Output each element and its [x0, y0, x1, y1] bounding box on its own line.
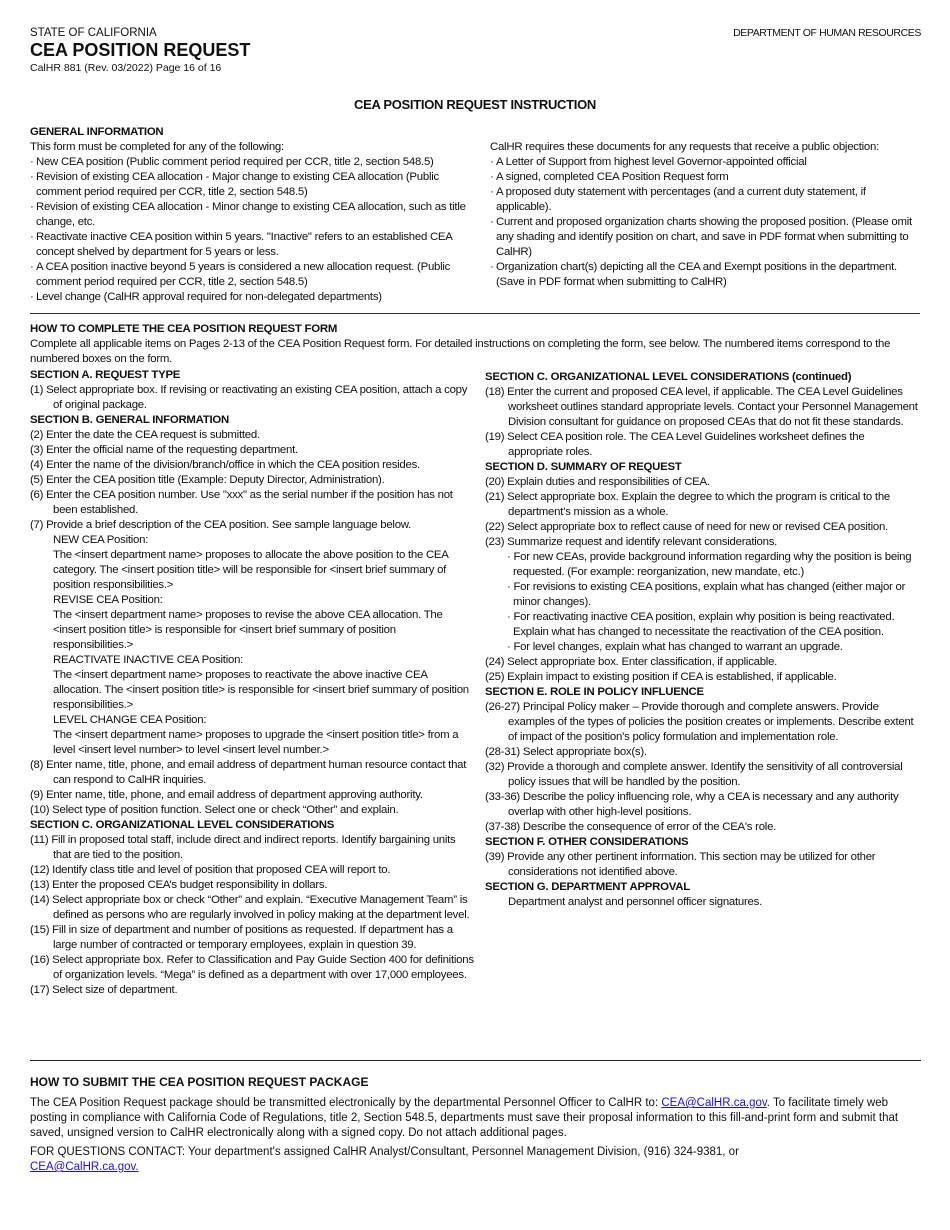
instruction-item: (5) Enter the CEA position title (Example: Deputy Director, Administration).	[30, 474, 385, 486]
sample-text: The <insert department name> proposes to reactivate the above inactive CEA allocation. The <insert position title> is responsible for <insert brief summary of position responsibilities.>	[53, 669, 469, 711]
contact-text: FOR QUESTIONS CONTACT: Your department's assigned CalHR Analyst/Consultant, Personnel Management Division, (916) 324-9381, or	[30, 1146, 739, 1158]
sub-bullet: · For new CEAs, provide background information regarding why the position is being requested. (For example: reorganization, new mandate, etc.)	[507, 551, 912, 578]
general-heading: GENERAL INFORMATION	[30, 126, 164, 138]
submit-paragraph	[30, 1096, 920, 1141]
instruction-item: (17) Select size of department.	[30, 984, 178, 996]
contact-paragraph	[30, 1145, 920, 1175]
state-label: STATE OF CALIFORNIA	[30, 27, 157, 39]
instruction-item: (6) Enter the CEA position number. Use "xxx" as the serial number if the position has not been established.	[30, 489, 453, 516]
general-information	[30, 125, 920, 303]
howto-heading: HOW TO COMPLETE THE CEA POSITION REQUEST FORM	[30, 323, 338, 335]
sample-text: The <insert department name> proposes to revise the above CEA allocation. The <insert position title> is responsible for <insert brief summary of position responsibilities.>	[53, 609, 443, 651]
submit-heading: HOW TO SUBMIT THE CEA POSITION REQUEST PACKAGE	[30, 1075, 369, 1089]
list-item: · A signed, completed CEA Position Request form	[490, 170, 922, 185]
general-right-intro: CalHR requires these documents for any requests that receive a public objection:	[490, 141, 880, 153]
instruction-title: CEA POSITION REQUEST INSTRUCTION	[354, 97, 596, 112]
instruction-item: (37-38) Describe the consequence of error of the CEA's role.	[485, 821, 777, 833]
sub-bullet: · For level changes, explain what has changed to warrant an upgrade.	[507, 641, 843, 653]
instruction-item: (25) Explain impact to existing position if CEA is established, if applicable.	[485, 671, 837, 683]
howto-intro: Complete all applicable items on Pages 2-13 of the CEA Position Request form. For detailed instructions on completing the form, see below. The numbered items correspond to the numbered boxes on the form.	[30, 338, 891, 365]
instruction-item: (7) Provide a brief description of the CEA position. See sample language below.	[30, 519, 412, 531]
instruction-item: (26-27) Principal Policy maker – Provide thorough and complete answers. Provide examples of the types of policies the position creates or implements. Describe extent of impact of the position’s policy formulation and implementation role.	[485, 701, 914, 743]
instruction-item: (3) Enter the official name of the requesting department.	[30, 444, 298, 456]
howto-complete	[30, 322, 920, 367]
instruction-item: (20) Explain duties and responsibilities of CEA.	[485, 476, 710, 488]
section-heading: SECTION A. REQUEST TYPE	[30, 369, 181, 381]
instruction-item: (32) Provide a thorough and complete answer. Identify the sensitivity of all controversial policy issues that will be handled by the position.	[485, 761, 903, 788]
section-heading: SECTION E. ROLE IN POLICY INFLUENCE	[485, 686, 704, 698]
instruction-item: (28-31) Select appropriate box(s).	[485, 746, 647, 758]
list-item: · Organization chart(s) depicting all the CEA and Exempt positions in the department. (Save in PDF format when submitting to CalHR)	[490, 260, 922, 290]
instruction-item: (16) Select appropriate box. Refer to Classification and Pay Guide Section 400 for definitions of organization levels. “Mega” is defined as a department with over 17,000 employees.	[30, 954, 474, 981]
sample-label: REVISE CEA Position:	[53, 594, 163, 606]
instruction-item: Department analyst and personnel officer signatures.	[508, 896, 762, 908]
list-item: · Revision of existing CEA allocation - Minor change to existing CEA allocation, such as title change, etc.	[30, 200, 470, 230]
list-item: · Revision of existing CEA allocation - Major change to existing CEA allocation (Public comment period required per CCR, title 2, section 548.5)	[30, 170, 470, 200]
instruction-item: (11) Fill in proposed total staff, include direct and indirect reports. Identify bargaining units that are tied to the position.	[30, 834, 456, 861]
instruction-item: (10) Select type of position function. Select one or check “Other” and explain.	[30, 804, 399, 816]
instruction-item: (22) Select appropriate box to reflect cause of need for new or revised CEA position.	[485, 521, 888, 533]
section-heading: SECTION F. OTHER CONSIDERATIONS	[485, 836, 689, 848]
instruction-item: (2) Enter the date the CEA request is submitted.	[30, 429, 260, 441]
form-number: CalHR 881 (Rev. 03/2022) Page 16 of 16	[30, 62, 222, 74]
instruction-item: (33-36) Describe the policy influencing role, why a CEA is necessary and any authority overlap with other high-level positions.	[485, 791, 899, 818]
section-heading: SECTION C. ORGANIZATIONAL LEVEL CONSIDERATIONS (continued)	[485, 371, 852, 383]
sample-label: REACTIVATE INACTIVE CEA Position:	[53, 654, 244, 666]
submit-text: . To facilitate timely web posting in compliance with California Code of Regulations, title 2, Section 548.5, departments must save their proposal information to this fill-and-print form and submit that saved, unsigned version to CalHR electronically along with a signed copy. Do not attach additional pages.	[30, 1097, 899, 1139]
sub-bullet-text: For new CEAs, provide background information regarding why the position is being requested. (For example: reorganization, new mandate, etc.)	[513, 551, 912, 578]
sample-text: The <insert department name> proposes to allocate the above position to the CEA category. The <insert position title> will be responsible for <insert brief summary of position responsibilities.>	[53, 549, 449, 591]
list-item: · A CEA position inactive beyond 5 years is considered a new allocation request. (Public comment period required per CCR, title 2, section 548.5)	[30, 260, 470, 290]
instruction-item: (12) Identify class title and level of position that proposed CEA will report to.	[30, 864, 391, 876]
sample-label: NEW CEA Position:	[53, 534, 149, 546]
divider	[30, 313, 920, 314]
instruction-item: (18) Enter the current and proposed CEA level, if applicable. The CEA Level Guidelines worksheet outlines standard appropriate levels. Contact your Personnel Management Division consultant for guidance on proposed CEAs that do not fit these standards.	[485, 386, 918, 428]
instruction-item: (14) Select appropriate box or check “Other” and explain. “Executive Management Team” is defined as persons who are regularly involved in policy making at the department level.	[30, 894, 470, 921]
instruction-item: (13) Enter the proposed CEA’s budget responsibility in dollars.	[30, 879, 328, 891]
divider	[30, 1060, 921, 1061]
instruction-item: (21) Select appropriate box. Explain the degree to which the program is critical to the department’s mission as a whole.	[485, 491, 890, 518]
section-heading: SECTION D. SUMMARY OF REQUEST	[485, 461, 682, 473]
sample-label: LEVEL CHANGE CEA Position:	[53, 714, 207, 726]
general-right-column	[490, 140, 922, 290]
general-left-column	[30, 140, 470, 305]
sub-bullet-text: For level changes, explain what has changed to warrant an upgrade.	[513, 641, 843, 653]
list-item: · A Letter of Support from highest level Governor-appointed official	[490, 155, 922, 170]
submit-text: The CEA Position Request package should be transmitted electronically by the departmental Personnel Officer to CalHR to:	[30, 1097, 662, 1109]
instruction-item: (9) Enter name, title, phone, and email address of department approving authority.	[30, 789, 423, 801]
general-left-intro: This form must be completed for any of the following:	[30, 141, 284, 153]
contact-email-link[interactable]: CEA@CalHR.ca.gov.	[30, 1161, 139, 1173]
list-item: · Current and proposed organization charts showing the proposed position. (Please omit any shading and identify position on chart, and save in PDF format when submitting to CalHR)	[490, 215, 922, 260]
form-title: CEA POSITION REQUEST	[30, 40, 251, 60]
instruction-item: (15) Fill in size of department and number of positions as requested. If department has a large number of contracted or temporary employees, explain in question 39.	[30, 924, 453, 951]
section-heading: SECTION B. GENERAL INFORMATION	[30, 414, 230, 426]
sample-text: The <insert department name> proposes to upgrade the <insert position title> from a level <insert level number> to level <insert level number.>	[53, 729, 459, 756]
sub-bullet-text: For revisions to existing CEA positions, explain what has changed (either major or minor changes).	[513, 581, 906, 608]
instruction-item: (24) Select appropriate box. Enter classification, if applicable.	[485, 656, 778, 668]
instruction-item: (1) Select appropriate box. If revising or reactivating an existing CEA position, attach a copy of original package.	[30, 384, 468, 411]
instruction-item: (4) Enter the name of the division/branch/office in which the CEA position resides.	[30, 459, 420, 471]
section-heading: SECTION C. ORGANIZATIONAL LEVEL CONSIDERATIONS	[30, 819, 335, 831]
list-item: · New CEA position (Public comment period required per CCR, title 2, section 548.5)	[30, 155, 470, 170]
instructions-right-column	[485, 370, 922, 910]
instructions-left-column	[30, 368, 475, 998]
list-item: · Level change (CalHR approval required for non-delegated departments)	[30, 290, 470, 305]
sub-bullet: · For revisions to existing CEA positions, explain what has changed (either major or minor changes).	[507, 581, 906, 608]
instruction-item: (23) Summarize request and identify relevant considerations.	[485, 536, 778, 548]
instruction-item: (39) Provide any other pertinent information. This section may be utilized for other considerations not identified above.	[485, 851, 876, 878]
list-item: · Reactivate inactive CEA position within 5 years. "Inactive" refers to an established CEA concept shelved by department for 5 years or less.	[30, 230, 470, 260]
section-heading: SECTION G. DEPARTMENT APPROVAL	[485, 881, 690, 893]
sub-bullet-text: For reactivating inactive CEA position, explain why position is being reactivated. Explain what has changed to necessitate the reactivation of the CEA position.	[513, 611, 895, 638]
sub-bullet: · For reactivating inactive CEA position, explain why position is being reactivated. Explain what has changed to necessitate the reactivation of the CEA position.	[507, 611, 895, 638]
submit-section	[30, 1075, 920, 1175]
instruction-item: (8) Enter name, title, phone, and email address of department human resource contact that can respond to CalHR inquiries.	[30, 759, 467, 786]
email-link[interactable]: CEA@CalHR.ca.gov	[661, 1097, 767, 1109]
list-item: · A proposed duty statement with percentages (and a current duty statement, if applicable).	[490, 185, 922, 215]
department-label: DEPARTMENT OF HUMAN RESOURCES	[733, 27, 921, 39]
instruction-item: (19) Select CEA position role. The CEA Level Guidelines worksheet defines the appropriate roles.	[485, 431, 865, 458]
